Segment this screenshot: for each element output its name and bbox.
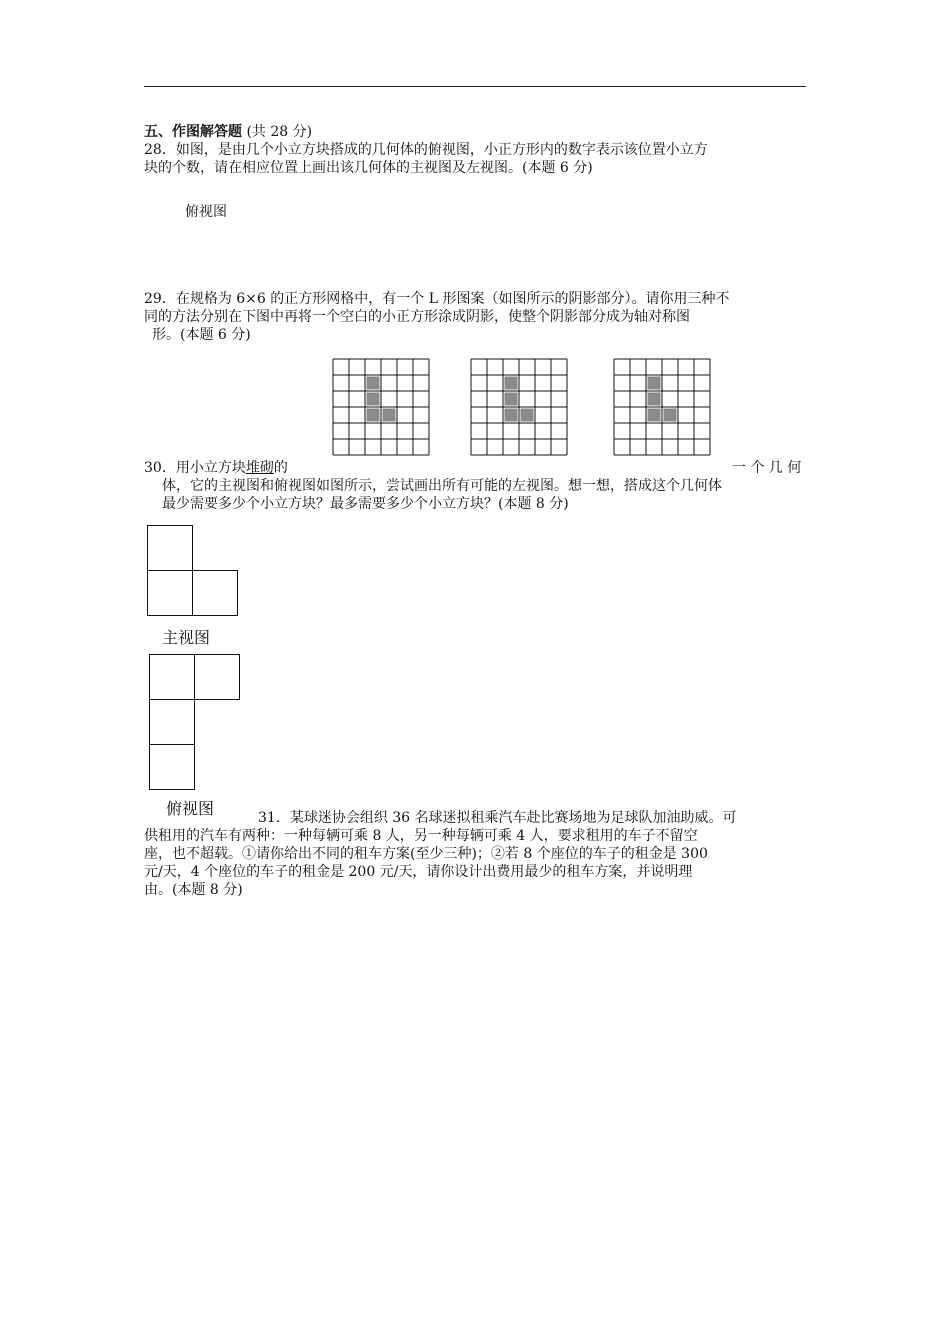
shaded-cell — [367, 377, 380, 390]
grid-figure-2 — [469, 358, 569, 456]
shaded-cell — [505, 377, 518, 390]
q31-line-5: 由。(本题 8 分) — [144, 882, 243, 898]
top-view-label: 俯视图 — [166, 799, 215, 818]
q29-line-3: 形。(本题 6 分) — [152, 327, 251, 343]
q30-line-1-b: 的 — [273, 460, 288, 476]
top-view-cell — [194, 654, 240, 700]
q28-line-1: 28．如图，是由几个小立方块搭成的几何体的俯视图，小正方形内的数字表示该位置小立方 — [144, 142, 708, 158]
header-rule — [144, 86, 806, 87]
front-view-label: 主视图 — [162, 628, 211, 647]
front-view-cell — [147, 525, 193, 571]
top-view-cell — [149, 654, 195, 700]
q31-line-2: 供租用的汽车有两种：一种每辆可乘 8 人，另一种每辆可乘 4 人，要求租用的车子不留空 — [144, 828, 698, 844]
shaded-cell — [505, 409, 518, 422]
q30-line-3: 最少需要多少个小立方块？最多需要多少个小立方块？(本题 8 分) — [162, 496, 569, 512]
q30-line-2: 体，它的主视图和俯视图如图所示，尝试画出所有可能的左视图。想一想，搭成这个几何体 — [162, 478, 722, 494]
front-view-cell — [192, 570, 238, 616]
section-score: (共 28 分) — [246, 124, 313, 140]
shaded-cell — [367, 409, 380, 422]
shaded-cell — [664, 409, 677, 422]
q31-line-3: 座，也不超载。①请你给出不同的租车方案(至少三种)；②若 8 个座位的车子的租金是 300 — [144, 846, 708, 862]
shaded-cell — [383, 409, 396, 422]
q30-underlined-word: 堆砌 — [245, 460, 274, 476]
q30-line-1 — [144, 459, 288, 477]
q30-line-1-right: 一 个 几 何 — [732, 460, 802, 476]
q29-line-2: 同的方法分别在下图中再将一个空白的小正方形涂成阴影，使整个阴影部分成为轴对称图 — [144, 309, 690, 325]
q31-line-1: 31．某球迷协会组织 36 名球迷拟租乘汽车赴比赛场地为足球队加油助威。可 — [258, 810, 737, 826]
front-view-cell — [147, 570, 193, 616]
top-view-cell — [149, 699, 195, 745]
grid-figure-1 — [331, 358, 431, 456]
section-heading — [144, 123, 312, 141]
q28-line-2: 块的个数，请在相应位置上画出该几何体的主视图及左视图。(本题 6 分) — [144, 160, 593, 176]
shaded-cell — [648, 409, 661, 422]
q31-line-4: 元/天，4 个座位的车子的租金是 200 元/天，请你设计出费用最少的租车方案，并说明理 — [144, 864, 693, 880]
shaded-cell — [505, 393, 518, 406]
shaded-cell — [521, 409, 534, 422]
q29-line-1: 29．在规格为 6×6 的正方形网格中，有一个 L 形图案（如图所示的阴影部分）。请你用三种不 — [144, 291, 730, 307]
q28-top-view-label: 俯视图 — [185, 204, 227, 220]
top-view-cell — [149, 744, 195, 790]
shaded-cell — [648, 393, 661, 406]
q30-line-1-a: 30．用小立方块 — [144, 460, 246, 476]
shaded-cell — [648, 377, 661, 390]
grid-figure-3 — [612, 358, 712, 456]
section-title: 五、作图解答题 — [144, 124, 242, 140]
shaded-cell — [367, 393, 380, 406]
